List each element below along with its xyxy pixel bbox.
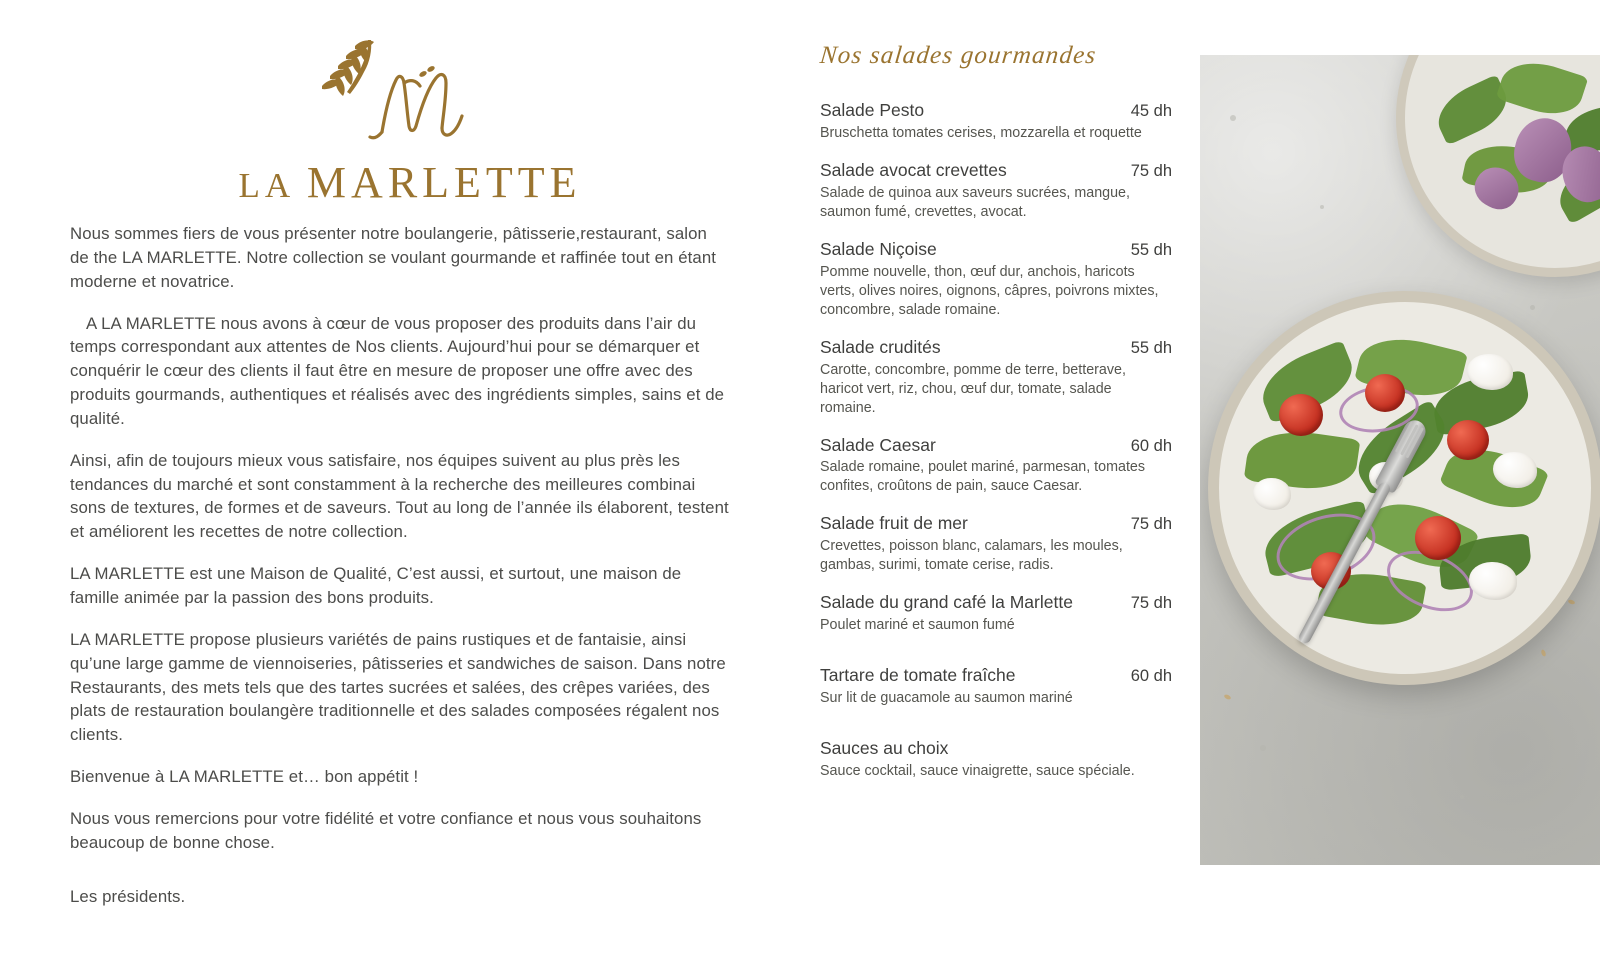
menu-item-header [820,592,1172,614]
brand-wordmark-main: MARLETTE [306,158,582,207]
menu-item-name: Salade Pesto [820,100,925,120]
menu-item-header [820,738,1172,760]
menu-item-name: Salade du grand café la Marlette [820,592,1073,613]
intro-signature: Les présidents. [70,886,186,906]
menu-item-price: 55 dh [1130,338,1172,357]
menu-item-price: 75 dh [1130,515,1172,534]
main-plate [1208,291,1600,685]
intro-welcome: Bienvenue à LA MARLETTE et… bon appétit ! [70,767,419,787]
intro-thanks: Nous vous remercions pour votre fidélité et votre confiance et nous vous souhaitons beaucoup de bonne chose. [70,808,702,852]
menu-item [820,100,1172,143]
menu-item-name: Salade crudités [820,336,941,357]
menu-item-price: 75 dh [1130,594,1172,613]
menu-item-name: Sauces au choix [820,738,949,758]
menu-item-description: Crevettes, poisson blanc, calamars, les moules, gambas, surimi, tomate cerise, radis. [820,538,1123,574]
menu-item-description: Pomme nouvelle, thon, œuf dur, anchois, haricots verts, olives noires, oignons, câpres, poivrons mixtes, concombre, salade romaine. [820,263,1159,318]
menu-item-description: Sur lit de guacamole au saumon mariné [820,690,1073,706]
menu-item [820,592,1172,635]
menu-item-header [820,100,1172,122]
menu-item [820,665,1172,708]
intro-paragraph-4: LA MARLETTE est une Maison de Qualité, C’est aussi, et surtout, une maison de famille animée par la passion des bons produits. [70,564,682,607]
menu-item-header [820,513,1172,535]
menu-item-description: Carotte, concombre, pomme de terre, betterave, haricot vert, riz, chou, œuf dur, tomate, salade romaine. [820,361,1126,416]
menu-item-header [820,239,1172,261]
menu-item-price: 55 dh [1130,240,1172,259]
menu-column [820,0,1190,964]
menu-item-description: Salade de quinoa aux saveurs sucrées, mangue, saumon fumé, crevettes, avocat. [820,184,1130,220]
menu-item-name: Salade fruit de mer [820,513,968,534]
intro-paragraph-3: Ainsi, afin de toujours mieux vous satisfaire, nos équipes suivent au plus près les tendances du marché et sont constamment à la recherche des meilleures combinai sons de textures, de formes et de saveurs. Tout au long de l’année ils élaborent, testent et améliorent les recettes de notre collection. [70,450,729,542]
menu-item-price: 60 dh [1130,436,1172,455]
menu-item-name: Salade avocat crevettes [820,159,1007,180]
brand-logo [230,36,590,206]
menu-item-price: 75 dh [1130,161,1172,180]
intro-paragraph-2: A LA MARLETTE nous avons à cœur de vous proposer des produits dans l’air du temps correspondant aux attentes de Nos clients. Aujourd’hui pour se démarquer et conquérir le cœur des clients il faut être en mesure de proposer une offre avec des produits gourmands, authentiques et réalisés avec des ingrédients simples, sains et de qualité. [70,313,725,428]
menu-item-name: Salade Caesar [820,434,936,455]
brand-wordmark-prefix: LA [238,166,307,205]
menu-item-name: Tartare de tomate fraîche [820,665,1016,686]
menu-item [820,435,1172,497]
menu-item [820,513,1172,575]
menu-item-header [820,337,1172,359]
menu-item-description: Bruschetta tomates cerises, mozzarella et roquette [820,124,1142,141]
menu-item-description: Sauce cocktail, sauce vinaigrette, sauce spéciale. [820,762,1135,779]
intro-paragraph-5: LA MARLETTE propose plusieurs variétés de pains rustiques et de fantaisie, ainsi qu’une large gamme de viennoiseries, pâtisseries et sandwiches de saison. Dans notre Restaurants, des mets tels que des tartes sucrées et salées, des crêpes variées, des plats de restauration boulangère traditionnelle et des salades composées régalent nos clients. [70,629,726,745]
menu-item [820,239,1172,320]
wheat-monogram-icon [260,36,560,151]
menu-item-header [820,665,1172,687]
brand-wordmark [230,157,590,208]
menu-item-description: Poulet mariné et saumon fumé [820,617,1015,634]
menu-item-name: Salade Niçoise [820,238,937,259]
intro-paragraph-1: Nous sommes fiers de vous présenter notre boulangerie, pâtisserie,restaurant, salon de the LA MARLETTE. Notre collection se voulant gourmande et raffinée tout en étant moderne et novatrice. [70,224,717,291]
menu-item [820,337,1172,418]
menu-item-description: Salade romaine, poulet mariné, parmesan, tomates confites, croûtons de pain, sauce Caesar. [820,459,1146,495]
menu-heading: Nos salades gourmandes [818,42,1098,69]
menu-item-price: 60 dh [1130,667,1172,686]
menu-items-list [820,100,1172,798]
menu-item [820,160,1172,222]
intro-text-block [70,222,730,926]
menu-item-header [820,435,1172,457]
logo-artwork [260,36,560,151]
salad-photo [1200,55,1600,865]
menu-item [820,738,1172,781]
menu-item-price: 45 dh [1130,102,1172,120]
menu-item-header [820,160,1172,182]
